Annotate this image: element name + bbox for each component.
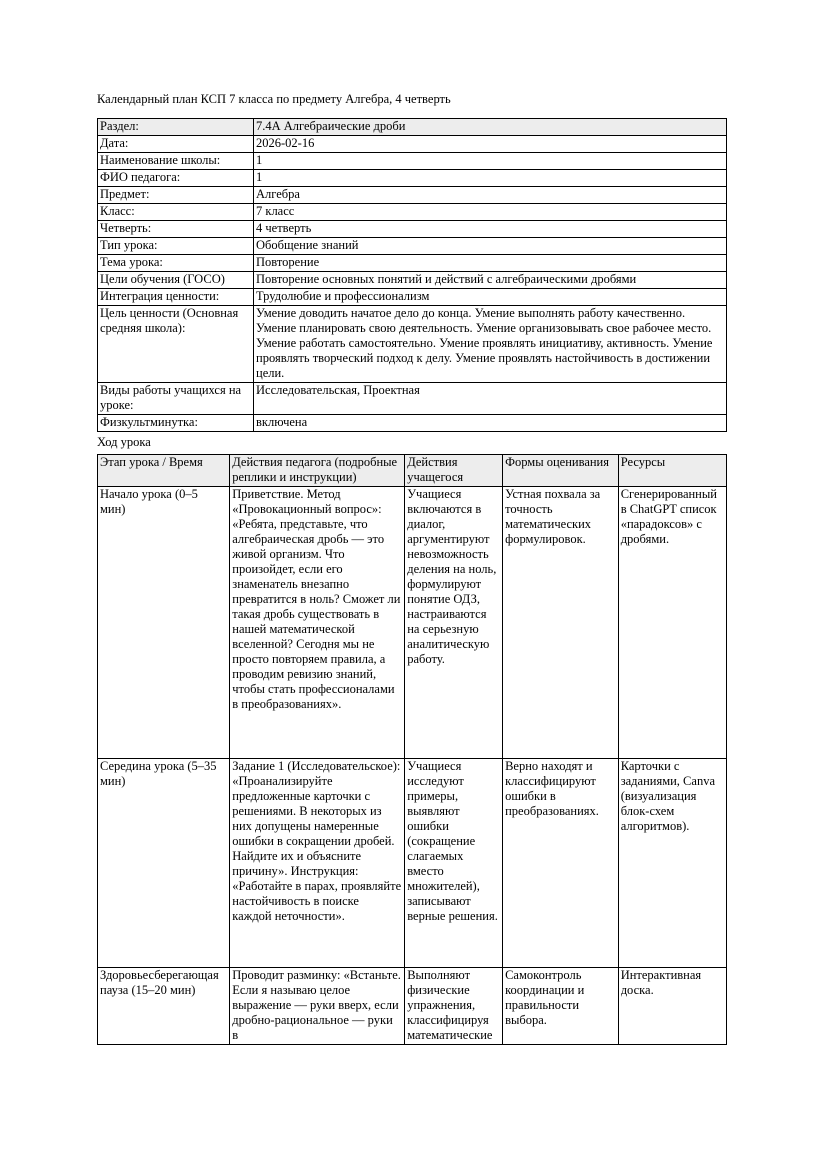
stage-cell — [98, 968, 230, 1045]
info-row — [98, 415, 727, 432]
lesson-info-table — [97, 118, 727, 432]
resources-cell — [618, 968, 726, 1045]
column-header-student: Действия учащегося — [405, 455, 503, 487]
info-label-cell: Тема урока: — [98, 255, 254, 272]
info-value-cell: 1 — [254, 170, 727, 187]
clipped-text: Интерактивная доска. — [620, 968, 702, 997]
info-value-cell: Повторение основных понятий и действий с алгебраическими дробями — [254, 272, 727, 289]
lesson-header-row — [98, 455, 727, 487]
clipped-text: Здоровьесберегающая пауза (15–20 мин) — [100, 968, 219, 997]
teacher-actions-cell: Приветствие. Метод «Провокационный вопрос»: «Ребята, представьте, что алгебраическая дробь — это живой организм. Что произойдет, если его знаменатель внезапно превратится в ноль? Сможет ли такая дробь существовать в нашей математической вселенной? Сегодня мы не просто повторяем правила, а проводим ревизию знаний, чтобы стать профессионалами в преобразованиях». — [230, 487, 405, 759]
document-content — [97, 92, 727, 1045]
assessment-cell: Верно находят и классифицируют ошибки в преобразованиях. — [503, 759, 619, 968]
lesson-flow-table — [97, 454, 727, 1045]
info-row — [98, 187, 727, 204]
info-label-cell: Предмет: — [98, 187, 254, 204]
info-value-cell: Обобщение знаний — [254, 238, 727, 255]
info-value-cell: Алгебра — [254, 187, 727, 204]
info-row — [98, 289, 727, 306]
info-row — [98, 221, 727, 238]
info-label-cell: Наименование школы: — [98, 153, 254, 170]
lesson-row-middle — [98, 759, 727, 968]
info-row — [98, 153, 727, 170]
info-label-cell: Раздел: — [98, 119, 254, 136]
info-label-cell: Цели обучения (ГОСО) — [98, 272, 254, 289]
info-value-cell: включена — [254, 415, 727, 432]
info-value-cell: 1 — [254, 153, 727, 170]
info-row — [98, 383, 727, 415]
teacher-actions-cell — [230, 968, 405, 1045]
teacher-actions-cell: Задание 1 (Исследовательское): «Проанализируйте предложенные карточки с решениями. В некоторых из них допущены намеренные ошибки в сокращении дробей. Найдите их и объясните причину». Инструкция: «Работайте в парах, проявляйте настойчивость в поиске каждой неточности». — [230, 759, 405, 968]
info-value-cell: 2026-02-16 — [254, 136, 727, 153]
clipped-text: Самоконтроль координации и правильности выбора. — [505, 968, 585, 1027]
info-label-cell: Интеграция ценности: — [98, 289, 254, 306]
student-actions-cell — [405, 968, 503, 1045]
resources-cell: Сгенерированный в ChatGPT список «парадоксов» с дробями. — [618, 487, 726, 759]
column-header-resources: Ресурсы — [618, 455, 726, 487]
lesson-row-pause — [98, 968, 727, 1045]
clipped-text: Проводит разминку: «Встаньте. Если я называю целое выражение — руки вверх, если дробно-рациональное — руки в — [232, 968, 401, 1042]
info-label-cell: Виды работы учащихся на уроке: — [98, 383, 254, 415]
info-value-cell: Умение доводить начатое дело до конца. Умение выполнять работу качественно. Умение планировать свою деятельность. Умение организовывать свое рабочее место. Умение работать самостоятельно. Умение проявлять инициативу, активность. Умение проявлять творческий подход к делу. Умение проявлять настойчивость в достижении цели. — [254, 306, 727, 383]
clipped-text: Выполняют физические упражнения, классифицируя математические — [407, 968, 493, 1042]
lesson-row-start — [98, 487, 727, 759]
column-header-stage: Этап урока / Время — [98, 455, 230, 487]
info-row — [98, 255, 727, 272]
info-row — [98, 204, 727, 221]
assessment-cell — [503, 968, 619, 1045]
info-row — [98, 136, 727, 153]
info-value-cell: Трудолюбие и профессионализм — [254, 289, 727, 306]
info-row — [98, 306, 727, 383]
stage-cell: Начало урока (0–5 мин) — [98, 487, 230, 759]
section-heading: Ход урока — [97, 435, 151, 449]
info-label-cell: Класс: — [98, 204, 254, 221]
info-label-cell: ФИО педагога: — [98, 170, 254, 187]
info-value-cell: 7.4А Алгебраические дроби — [254, 119, 727, 136]
document-title: Календарный план КСП 7 класса по предмету Алгебра, 4 четверть — [97, 92, 451, 106]
column-header-teacher: Действия педагога (подробные реплики и инструкции) — [230, 455, 405, 487]
info-row — [98, 272, 727, 289]
info-label-cell: Цель ценности (Основная средняя школа): — [98, 306, 254, 383]
assessment-cell: Устная похвала за точность математических формулировок. — [503, 487, 619, 759]
info-row — [98, 170, 727, 187]
student-actions-cell: Учащиеся включаются в диалог, аргументируют невозможность деления на ноль, формулируют понятие ОДЗ, настраиваются на серьезную аналитическую работу. — [405, 487, 503, 759]
info-value-cell: Исследовательская, Проектная — [254, 383, 727, 415]
info-row — [98, 119, 727, 136]
info-label-cell: Четверть: — [98, 221, 254, 238]
column-header-assessment: Формы оценивания — [503, 455, 619, 487]
stage-cell: Середина урока (5–35 мин) — [98, 759, 230, 968]
info-label-cell: Дата: — [98, 136, 254, 153]
info-value-cell: Повторение — [254, 255, 727, 272]
info-value-cell: 7 класс — [254, 204, 727, 221]
info-value-cell: 4 четверть — [254, 221, 727, 238]
info-label-cell: Физкультминутка: — [98, 415, 254, 432]
info-row — [98, 238, 727, 255]
info-label-cell: Тип урока: — [98, 238, 254, 255]
student-actions-cell: Учащиеся исследуют примеры, выявляют ошибки (сокращение слагаемых вместо множителей), записывают верные решения. — [405, 759, 503, 968]
resources-cell: Карточки с заданиями, Canva (визуализация блок-схем алгоритмов). — [618, 759, 726, 968]
